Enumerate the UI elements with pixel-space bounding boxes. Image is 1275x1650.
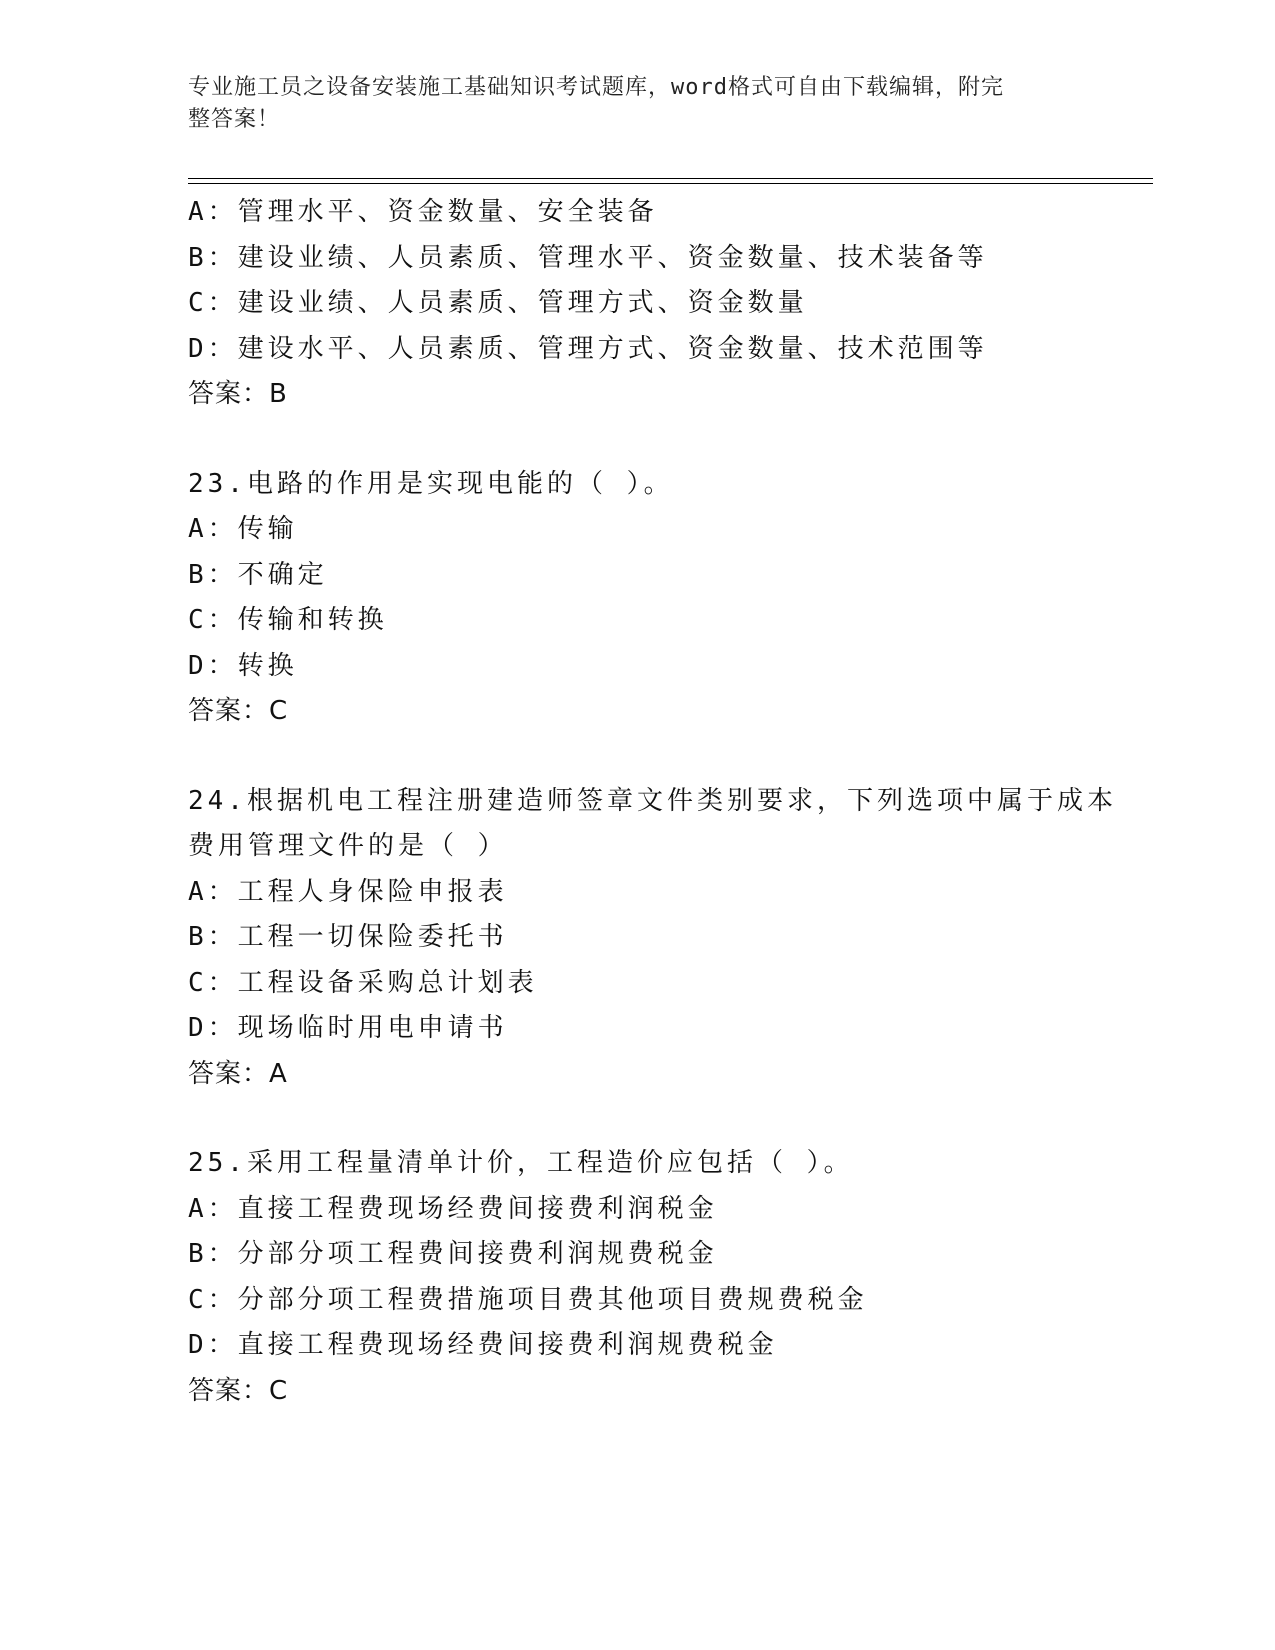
- option-a: A：传输: [188, 514, 298, 544]
- answer: 答案：C: [188, 1375, 289, 1406]
- answer: 答案：A: [188, 1058, 288, 1089]
- option-d: D：直接工程费现场经费间接费利润规费税金: [188, 1330, 778, 1360]
- option-c: C：分部分项工程费措施项目费其他项目费规费税金: [188, 1284, 868, 1315]
- question-text: 25.采用工程量清单计价，工程造价应包括（ ）。: [188, 1148, 854, 1178]
- spacer: [188, 1097, 1148, 1141]
- option-b: B：分部分项工程费间接费利润规费税金: [188, 1239, 718, 1269]
- option-b: B：工程一切保险委托书: [188, 922, 508, 952]
- question-list: [188, 190, 1148, 1414]
- option-c: C：建设业绩、人员素质、管理方式、资金数量: [188, 288, 808, 318]
- option-c: C：工程设备采购总计划表: [188, 967, 538, 998]
- answer: 答案：C: [188, 696, 289, 726]
- question-text-line-1: 24.根据机电工程注册建造师签章文件类别要求，下列选项中属于成本: [188, 785, 1117, 816]
- question-25: [188, 1141, 1148, 1414]
- option-a: A：工程人身保险申报表: [188, 876, 508, 907]
- question-22: [188, 190, 1148, 418]
- option-c: C：传输和转换: [188, 605, 388, 635]
- option-d: D：建设水平、人员素质、管理方式、资金数量、技术范围等: [188, 333, 988, 364]
- option-b: B：不确定: [188, 559, 328, 590]
- option-d: D：现场临时用电申请书: [188, 1013, 508, 1043]
- question-23: [188, 462, 1148, 735]
- answer: 答案：B: [188, 379, 288, 409]
- question-24: [188, 779, 1148, 1098]
- question-text: 23.电路的作用是实现电能的（ ）。: [188, 468, 674, 499]
- question-text-line-2: 费用管理文件的是（ ）: [188, 831, 508, 861]
- header-line-1: 专业施工员之设备安装施工基础知识考试题库，word格式可自由下载编辑，附完: [188, 75, 1004, 100]
- spacer: [188, 735, 1148, 779]
- header-line-2: 整答案！: [188, 107, 281, 132]
- header-divider-top: [188, 178, 1153, 179]
- spacer: [188, 418, 1148, 462]
- option-a: A：管理水平、资金数量、安全装备: [188, 197, 658, 227]
- option-b: B：建设业绩、人员素质、管理水平、资金数量、技术装备等: [188, 242, 988, 273]
- option-d: D：转换: [188, 650, 298, 681]
- option-a: A：直接工程费现场经费间接费利润税金: [188, 1193, 718, 1224]
- header-divider-bottom: [188, 183, 1153, 184]
- document-header: [188, 72, 1068, 136]
